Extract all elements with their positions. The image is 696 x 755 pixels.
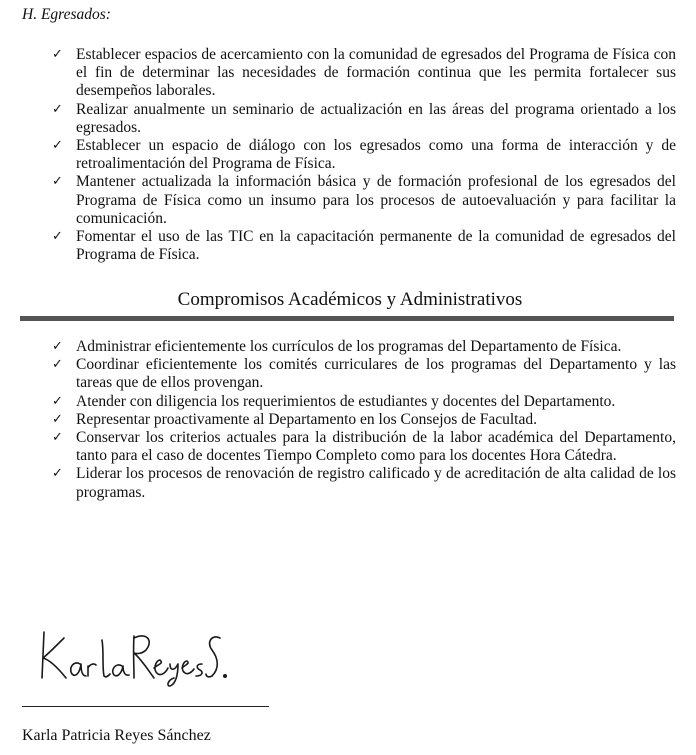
signer-name: Karla Patricia Reyes Sánchez [22,727,211,744]
list-item-text: Establecer espacios de acercamiento con la comunidad de egresados del Programa de Física con el fin de determinar las necesidades de formación continua que les permita fortalecer sus desempeños laborales. [76,46,676,100]
check-icon: ✓ [52,47,63,62]
check-icon: ✓ [52,101,63,117]
list-item [52,338,676,356]
list-item [52,137,676,173]
compromisos-title-text: Compromisos Académicos y Administrativos [177,289,523,310]
list-item-text: Coordinar eficientemente los comités curriculares de los programas del Departamento y las tareas que de ellos provengan. [76,356,676,392]
check-icon: ✓ [52,393,63,409]
list-item-text: Realizar anualmente un seminario de actualización en las áreas del programa orientado a los egresados. [76,100,676,136]
check-icon: ✓ [52,174,63,190]
section-divider [20,316,674,321]
check-icon: ✓ [52,357,63,373]
egresados-list [52,46,676,264]
list-item [52,465,676,501]
list-item [52,46,676,101]
check-icon: ✓ [52,466,63,482]
compromisos-title [0,289,696,311]
handwritten-signature [30,620,230,690]
list-item-text: Establecer un espacio de diálogo con los egresados como una forma de interacción y de retroalimentación del Programa de Física. [76,137,676,173]
list-item [52,411,676,429]
section-heading: H. Egresados: [22,6,111,23]
signature-line [22,706,269,707]
check-icon: ✓ [52,339,63,354]
list-item [52,429,676,465]
list-item [52,393,676,411]
check-icon: ✓ [52,411,63,427]
list-item-text: Conservar los criterios actuales para la distribución de la labor académica del Departamento, tanto para el caso de docentes Tiempo Completo como para los docentes Hora Cátedra. [76,429,676,465]
list-item-text: Administrar eficientemente los currículos de los programas del Departamento de Física. [76,338,622,355]
list-item-text: Atender con diligencia los requerimientos de estudiantes y docentes del Departamento. [76,392,616,410]
check-icon: ✓ [52,138,63,154]
list-item [52,101,676,137]
compromisos-list [52,338,676,502]
list-item [52,173,676,228]
check-icon: ✓ [52,229,63,245]
check-icon: ✓ [52,430,63,446]
list-item-text: Liderar los procesos de renovación de registro calificado y de acreditación de alta calidad de los programas. [76,465,676,501]
list-item-text: Mantener actualizada la información básica y de formación profesional de los egresados del Programa de Física como un insumo para los procesos de autoevaluación y para facilitar la comunicación. [76,173,676,227]
list-item-text: Representar proactivamente al Departamento en los Consejos de Facultad. [76,410,537,428]
list-item-text: Fomentar el uso de las TIC en la capacitación permanente de la comunidad de egresados del Programa de Física. [76,228,676,264]
list-item [52,228,676,264]
list-item [52,356,676,392]
